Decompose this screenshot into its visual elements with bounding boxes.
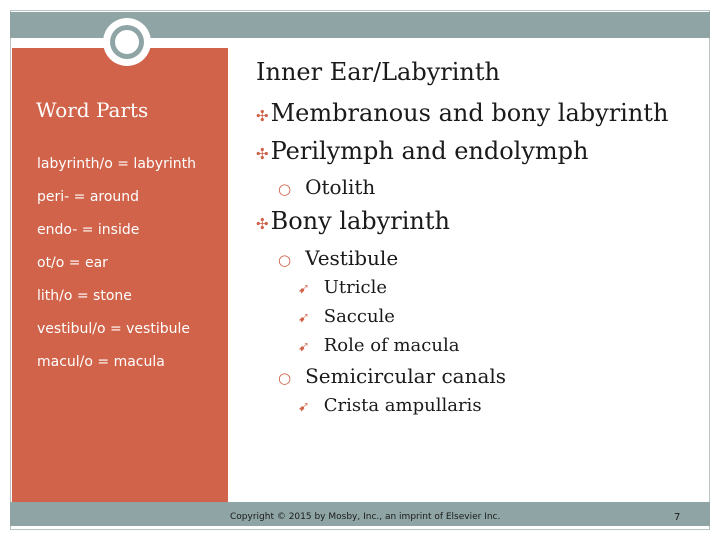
leaf-bullet-icon: ✣ [256, 215, 269, 233]
word-part-item: endo- = inside [37, 222, 140, 238]
arrow-bullet-icon: ➹ [298, 339, 310, 355]
bullet-text: Role of macula [323, 335, 460, 356]
bullet-text: Saccule [323, 306, 395, 327]
word-part-item: labyrinth/o = labyrinth [37, 156, 196, 172]
footer-copyright: Copyright © 2015 by Mosby, Inc., an imprint of Elsevier Inc. [230, 512, 501, 522]
bullet-item [298, 277, 387, 298]
open-circle-bullet-icon: ○ [278, 251, 292, 269]
ring-decoration-hole [115, 30, 139, 54]
word-part-item: ot/o = ear [37, 255, 108, 271]
bullet-text: Bony labyrinth [270, 207, 450, 235]
bullet-text: Crista ampullaris [323, 395, 482, 416]
word-part-item: macul/o = macula [37, 354, 165, 370]
bullet-item [256, 99, 668, 127]
leaf-bullet-icon: ✣ [256, 145, 269, 163]
arrow-bullet-icon: ➹ [298, 310, 310, 326]
bullet-item [298, 306, 395, 327]
bullet-text: Membranous and bony labyrinth [270, 99, 669, 127]
arrow-bullet-icon: ➹ [298, 281, 310, 297]
open-circle-bullet-icon: ○ [278, 369, 292, 387]
bullet-text: Semicircular canals [305, 364, 507, 388]
open-circle-bullet-icon: ○ [278, 180, 292, 198]
leaf-bullet-icon: ✣ [256, 107, 269, 125]
bullet-item [278, 364, 506, 388]
bullet-text: Vestibule [305, 246, 399, 270]
bullet-item [298, 395, 482, 416]
word-part-item: lith/o = stone [37, 288, 132, 304]
bullet-text: Otolith [305, 175, 376, 199]
sidebar-title: Word Parts [36, 98, 149, 122]
page-number: 7 [674, 512, 681, 523]
bullet-item [278, 246, 398, 270]
bullet-text: Perilymph and endolymph [270, 137, 589, 165]
word-part-item: vestibul/o = vestibule [37, 321, 190, 337]
word-part-item: peri- = around [37, 189, 140, 205]
bullet-text: Utricle [323, 277, 387, 298]
bullet-item [256, 207, 450, 235]
bullet-item [256, 137, 588, 165]
arrow-bullet-icon: ➹ [298, 399, 310, 415]
bullet-item [278, 175, 375, 199]
bullet-item [298, 335, 459, 356]
slide-title: Inner Ear/Labyrinth [256, 58, 500, 86]
